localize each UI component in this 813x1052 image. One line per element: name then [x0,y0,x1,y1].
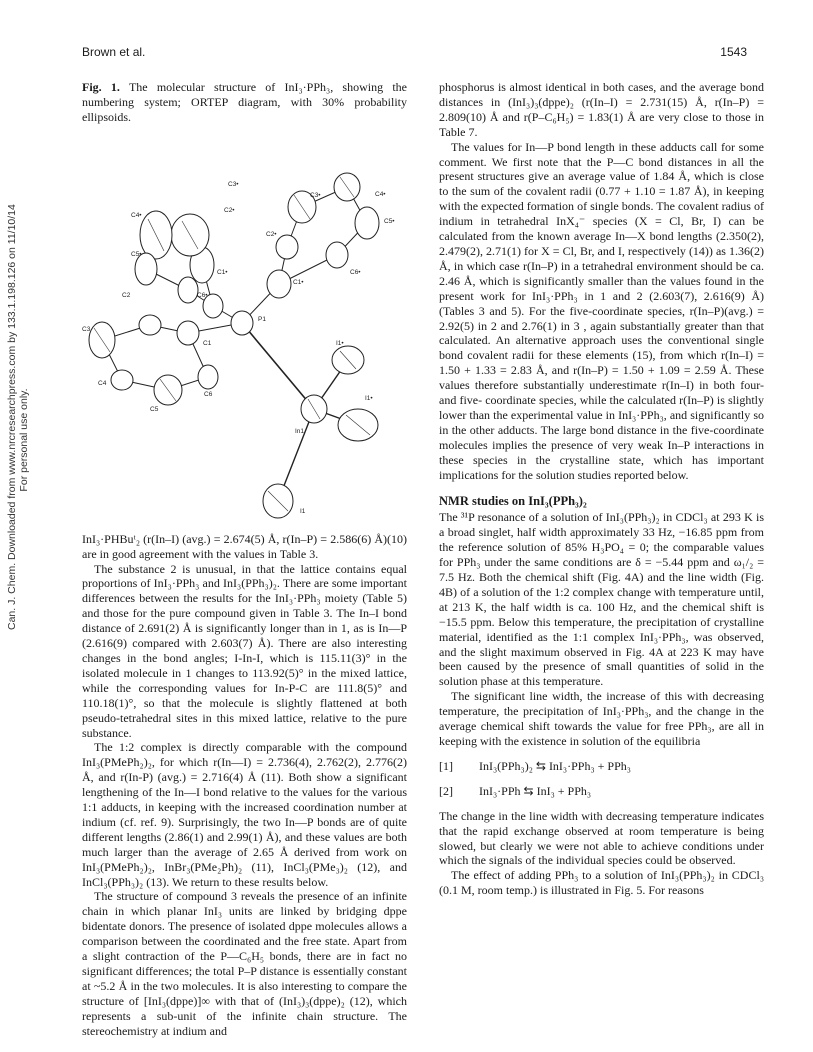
ortep-diagram [82,125,407,530]
atom-label-i1p: I1• [336,339,344,347]
left-column [82,80,407,1039]
atom-label-c6: C6 [204,390,213,398]
atom-label-c2p-b: C2• [266,230,277,238]
equation-1-text: InI₃(PPh₃)₂ ⇆ InI₃·PPh₃ + PPh₃ [479,758,631,773]
atom-label-p1: P1 [258,315,266,323]
atom-label-c1: C1 [203,339,212,347]
atom-label-c6p: C6• [197,291,208,299]
right-paragraph-2: The values for In—P bond length in these adducts call for some comment. We first note that the P—C bond distances in all the present structures give an average value of 1.84 Å, which is close to the sum of the covalent radii (0.77 + 1.10 = 1.87 Å), in keeping with the expected formation of single bonds. The covalent radius of indium in tetrahedral InX₄⁻ species (X = Cl, Br, I) can be calculated from the known average In—X bond lengths (2.350(2), 2.479(2), 2.71(1) for X = Cl, Br, and I, respectively (14)) as 1.36(2) Å, in which case r(In–P) in a tetrahedral environment should be ca. 2.46 Å, which is significantly smaller than the values found in the present work for InI₃·PPh₃ in 1 and 2 (2.603(7), 2.616(9) Å) (Tables 3 and 5). For the five-coordinate species, r(In–P)(avg.) = 2.92(5) in 2 and 2.76(1) in 3 , again substantially greater than that calculated. An alternative approach uses the conventional single bond covalent radii for these elements (15), from which r(In–I) = 1.50 + 1.33 = 2.83 Å, and r(In–P) = 1.50 + 1.09 = 2.59 Å. These values therefore substantially underestimate r(In–I) in both four- and five- coordinate species, while the calculated r(In–P) is slightly lower than the experimental value in InI₃·PPh₃, and significantly so in the other adducts. The large bond distance in the five-coordinate molecules implies the presence of very weak In–P interactions in these species in the crystalline state, which has important implications for the solution studies reported below. [439,139,764,482]
section-heading: NMR studies on InI₃(PPh₃)₂ [439,494,587,509]
equation-1 [439,759,764,774]
left-paragraph-1: InI₃·PHBuᵗ₂ (r(In–I) (avg.) = 2.674(5) Å, r(In–P) = 2.586(6) Å)(10) are in good agreement with the values in Table 3. [82,531,407,561]
atom-label-c4p-b: C4• [375,190,386,198]
equation-2-text: InI₃·PPh ⇆ InI₃ + PPh₃ [479,783,592,798]
atom-label-c3: C3 [82,325,91,333]
equation-2-number: [2] [439,783,453,798]
left-paragraph-4: The structure of compound 3 reveals the presence of an infinite chain in which planar InI₃ units are linked by bridging dppe bidentate donors. The presence of isolated dppe molecules allows a comparison between the coordinated and the free state. Apart from a slight contraction of the P—C₆H₅ bonds, there are in fact no significant differences; the total P–P distance is essentially constant at ~5.2 Å in the two molecules. It is also interesting to compare the structure of [InI₃(dppe)]∞ with that of (InI₃)₃(dppe)₂ (12), which represents a sub-unit of the infinite chain structure. The stereochemistry at indium and [82,889,407,1038]
right-column [439,80,764,898]
right-paragraph-4: The significant line width, the increase of this with decreasing temperature, the precipitation of InI₃·PPh₃, and the change in the average chemical shift towards the value for free PPh₃, are all in keeping with the existence in solution of the equilibria [439,689,764,748]
atom-label-c3p-b: C3• [310,191,321,199]
atom-label-c4p: C4• [131,211,142,219]
watermark-line-2: For personal use only. [18,388,30,492]
right-paragraph-6: The effect of adding PPh₃ to a solution of InI₃(PPh₃)₂ in CDCl₃ (0.1 M, room temp.) is illustrated in Fig. 5. For reasons [439,868,764,898]
left-paragraph-2: The substance 2 is unusual, in that the lattice contains equal proportions of InI₃·PPh₃ and InI₃(PPh₃)₂. There are some important differences between the results for the InI₃·PPh₃ moiety (Table 5) and those for the pure compound given in Table 3. The In–I bond distance of 2.691(2) Å is significantly longer than in 1, as is In—P (2.616(9) compared with 2.603(7) Å). There are also interesting changes in the bond angles; I-In-I, which is 115.11(3)° in the isolated molecule in 1 changes to 113.92(5)° in the mixed lattice, while the corresponding values for In-P-C are 111.8(5)° and 110.18(1)°, so that the molecule is slightly flattened at both pseudo-tetrahedral sites in this mixed lattice, relative to the pure substance. [82,561,407,740]
left-paragraph-3: The 1:2 complex is directly comparable with the compound InI₃(PMePh₂)₂, for which r(In—I) = 2.736(4), 2.762(2), 2.776(2) Å, and r(In-P) (avg.) = 2.716(4) Å (11). Both show a significant lengthening of the In—I bond relative to the values for the various 1:1 adducts, in keeping with the increased coordination number at indium (cf. ref. 9). Surprisingly, the two In—P bonds are of quite different lengths (2.86(1) and 2.99(1) Å), and these values are both much larger than the average of 2.65 Å derived from work on InI₃(PMePh₂)₂, InBr₃(PMe₂Ph)₂ (11), InCl₃(PMe₃)₂ (12), and InCl₃(PPh₃)₂ (13). We return to these results below. [82,740,407,889]
right-paragraph-1: phosphorus is almost identical in both cases, and the average bond distances in (InI₃)₃(dppe)₂ (r(In–I) = 2.731(15) Å, r(In–P) = 2.809(10) Å and r(P–C₆H₅) = 1.83(1) Å are very close to those in Table 7. [439,80,764,139]
atom-label-c2: C2 [122,291,131,299]
atom-label-i1p-b: I1• [365,394,373,402]
atom-label-c5: C5 [150,405,159,413]
atom-label-c4: C4 [98,379,107,387]
figure-caption [82,80,407,125]
atom-label-c5p: C5• [131,250,142,258]
atom-label-c5p-b: C5• [384,217,395,225]
atom-label-i1: I1 [300,507,306,515]
atom-label-c1p-b: C1• [293,278,304,286]
right-paragraph-3: The ³¹P resonance of a solution of InI₃(PPh₃)₂ in CDCl₃ at 293 K is a broad singlet, half width approximately 33 Hz, −16.85 ppm from the reference solution of 85% H₃PO₄ = 0; the comparable values for PPh₃ under the same conditions are δ = −5.44 ppm and ω₁/₂ = 7.5 Hz. Both the chemical shift (Fig. 4A) and the line width (Fig. 4B) of a solution of the 1:2 complex change with temperature until, at 213 K, the half width is ca. 100 Hz, and the chemical shift is −15.5 ppm. Below this temperature, the precipitation of crystalline material, identified as the 1:1 complex InI₃·PPh₃, was observed, and the slight maximum observed in Fig. 4A at 223 K may have been caused by the presence of small quantities of solid in the solution phase at this temperature. [439,510,764,689]
watermark-line-1: Can. J. Chem. Downloaded from www.nrcresearchpress.com by 133.1.198.126 on 11/10/14 [6,204,18,630]
right-paragraph-5: The change in the line width with decreasing temperature indicates that the rapid exchange observed at room temperature is being slowed, but clearly we were not able to achieve conditions under which the signals of the individual species could be observed. [439,808,764,868]
page-number: 1543 [720,45,747,59]
caption-text: The molecular structure of InI₃·PPh₃, showing the numbering system; ORTEP diagram, with 30% probability ellipsoids. [82,80,407,124]
running-header-authors: Brown et al. [82,45,146,59]
equation-1-number: [1] [439,758,453,773]
atom-label-c6p-b: C6• [350,268,361,276]
caption-label: Fig. 1. [82,80,120,94]
atom-label-c1p: C1• [217,268,228,276]
download-watermark [4,204,48,630]
atom-label-c3p: C3• [228,180,239,188]
atom-label-c2p: C2• [224,206,235,214]
equation-2 [439,784,764,799]
ortep-figure [82,125,407,530]
atom-label-in1: In1 [295,427,305,435]
